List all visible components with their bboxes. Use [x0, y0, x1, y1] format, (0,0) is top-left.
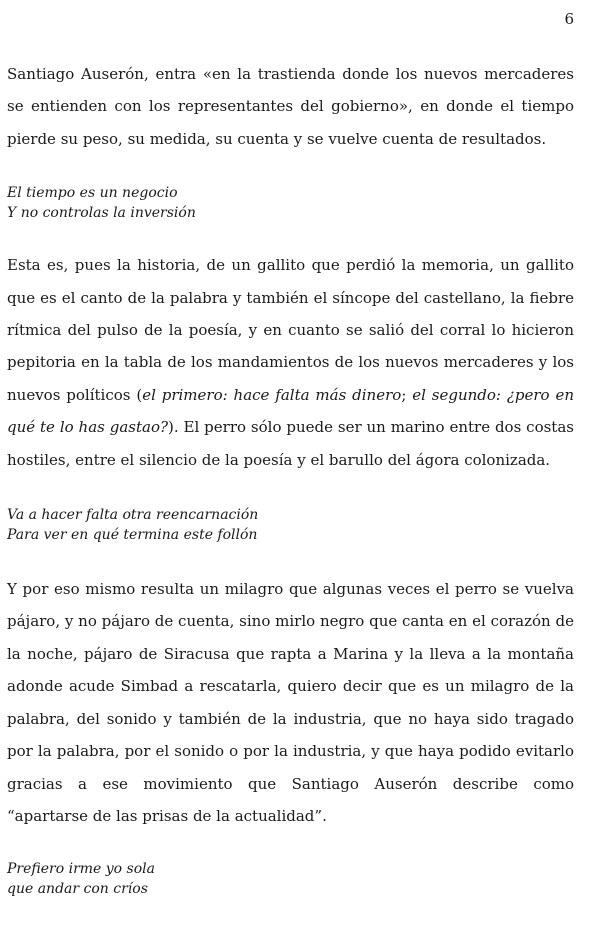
verse-quote-1 — [7, 183, 574, 223]
verse-quote-3 — [7, 859, 574, 899]
paragraph-2-text-c: ). El perro sólo puede ser un marino entre dos costas hostiles, entre el silencio de la poesía y el barullo del ágora colonizada. — [7, 418, 574, 469]
paragraph-2-text-b: ; — [401, 385, 413, 404]
verse-2-line-2: Para ver en qué termina este follón — [7, 527, 258, 544]
paragraph-2-italic-1: el primero: hace falta más dinero — [142, 385, 402, 404]
paragraph-3: Y por eso mismo resulta un milagro que algunas veces el perro se vuelva pájaro, y no pájaro de cuenta, sino mirlo negro que canta en el corazón de la noche, pájaro de Siracusa que rapta a Marina y la lleva a la montaña adonde acude Simbad a rescatarla, quiero decir que es un milagro de la palabra, del sonido y también de la industria, que no haya sido tragado por la palabra, por el sonido o por la industria, y que haya podido evitarlo gracias a ese movimiento que Santiago Auserón describe como “apartarse de las prisas de la actualidad”. — [7, 580, 574, 825]
verse-quote-2 — [7, 505, 574, 545]
page-number: 6 — [564, 10, 574, 28]
paragraph-2 — [7, 249, 574, 476]
verse-3-line-1: Prefiero irme yo sola — [7, 861, 155, 878]
document-body — [7, 58, 574, 899]
paragraph-1: Santiago Auserón, entra «en la trastienda donde los nuevos mercaderes se entienden con los representantes del gobierno», en donde el tiempo pierde su peso, su medida, su cuenta y se vuelve cuenta de resultados. — [7, 65, 574, 148]
paragraph-2-text-a: Esta es, pues la historia, de un gallito que perdió la memoria, un gallito que es el canto de la palabra y también el síncope del castellano, la fiebre rítmica del pulso de la poesía, y en cuanto se salió del corral lo hicieron pepitoria en la tabla de los mandamientos de los nuevos mercaderes y los nuevos políticos ( — [7, 256, 574, 404]
paragraph-2-italic-2: el segundo: ¿pero en qué te lo has gastao? — [7, 385, 574, 437]
verse-1-line-1: El tiempo es un negocio — [7, 185, 178, 202]
verse-2-line-1: Va a hacer falta otra reencarnación — [7, 507, 259, 524]
verse-3-line-2: que andar con críos — [7, 881, 148, 898]
verse-1-line-2: Y no controlas la inversión — [7, 205, 196, 222]
